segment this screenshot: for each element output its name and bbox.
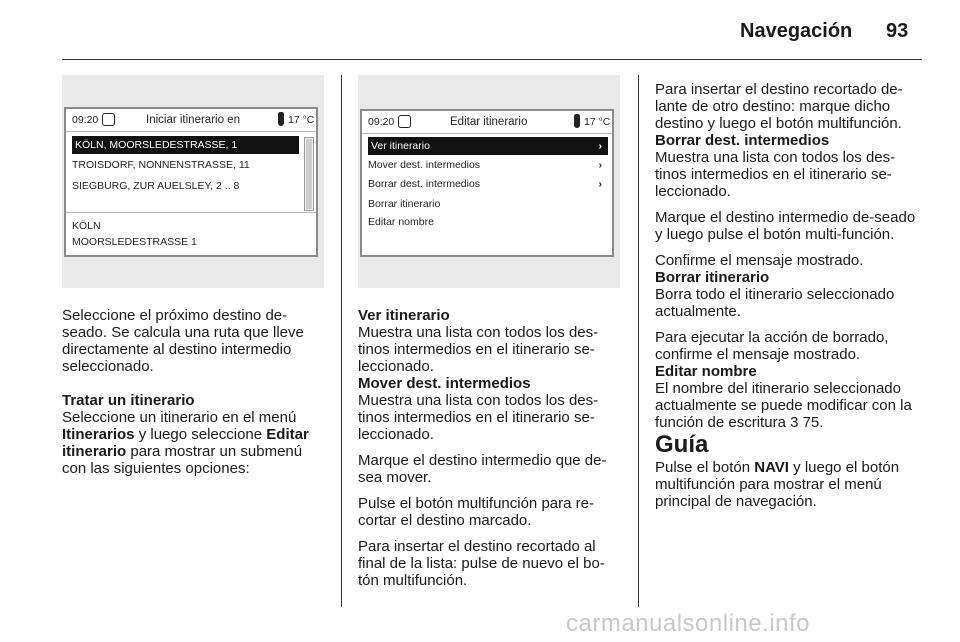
detail-street: MOORSLEDESTRASSE 1	[72, 236, 197, 248]
column-3	[655, 81, 923, 510]
menu-item-label: Borrar dest. intermedios	[368, 178, 481, 190]
paragraph: Pulse el botón multifunción para re-cortar el destino marcado.	[358, 495, 594, 529]
list-item[interactable]: SIEGBURG, ZUR AUELSLEY, 2 .. 8	[72, 180, 240, 192]
paragraph: Borra todo el itinerario seleccionado actualmente.	[655, 286, 895, 320]
page-reference-icon: 3	[790, 414, 799, 431]
option-heading: Borrar itinerario	[655, 269, 770, 286]
screen-title: Editar itinerario	[450, 116, 528, 128]
paragraph: Seleccione un itinerario en el menú Itinerarios y luego seleccione Editar itinerario para mostrar un submenú con las siguientes opciones:	[62, 409, 309, 477]
page-title: Navegación	[740, 20, 853, 42]
paragraph: Muestra una lista con todos los des-tinos intermedios en el itinerario se-leccionado.	[358, 392, 599, 443]
menu-item-label: Ver itinerario	[371, 140, 430, 152]
menu-item-ver-itinerario[interactable]	[368, 137, 608, 155]
paragraph: El nombre del itinerario seleccionado actualmente se puede modificar con la función de escritura 3 75.	[655, 380, 912, 431]
screenshot-2-frame	[358, 75, 620, 288]
paragraph: Marque el destino intermedio que de-sea mover.	[358, 452, 607, 486]
page-number: 93	[886, 20, 909, 42]
divider	[66, 212, 316, 213]
menu-item-editar-nombre[interactable]: Editar nombre	[368, 216, 434, 228]
clock-icon	[398, 115, 411, 128]
page-link[interactable]: 75.	[798, 414, 824, 431]
paragraph: Muestra una lista con todos los des-tinos intermedios en el itinerario se-leccionado.	[655, 149, 896, 200]
paragraph: Seleccione el próximo destino de-seado. Se calcula una ruta que lleve directamente al destino intermedio seleccionado.	[62, 307, 304, 375]
temperature: 17 °C	[288, 114, 315, 126]
section-heading: Tratar un itinerario	[62, 392, 195, 409]
clock-time: 09:20	[72, 114, 99, 126]
paragraph: Muestra una lista con todos los des-tinos intermedios en el itinerario se-leccionado.	[358, 324, 599, 375]
column-2	[358, 307, 624, 589]
list-item[interactable]: KÖLN, MOORSLEDESTRASSE, 1	[72, 136, 299, 154]
column-divider-2	[638, 75, 639, 607]
paragraph: Para insertar el destino recortado al final de la lista: pulse de nuevo el bo-tón multifunción.	[358, 538, 605, 589]
status-bar	[66, 109, 316, 132]
status-bar	[362, 111, 612, 134]
menu-item-borrar-dest[interactable]	[368, 175, 608, 193]
screenshot-1-frame	[62, 75, 324, 288]
column-divider-1	[341, 75, 342, 607]
menu-item-label: Mover dest. intermedios	[368, 159, 481, 171]
option-heading: Mover dest. intermedios	[358, 375, 531, 392]
chevron-right-icon: ›	[598, 140, 602, 152]
clock-time: 09:20	[368, 116, 395, 128]
paragraph: Para ejecutar la acción de borrado, confirme el mensaje mostrado.	[655, 329, 889, 363]
clock-icon	[102, 113, 115, 126]
chevron-right-icon: ›	[598, 178, 602, 190]
screen-iniciar-itinerario	[64, 107, 318, 257]
paragraph: Confirme el mensaje mostrado.	[655, 252, 864, 269]
screen-title: Iniciar itinerario en	[146, 114, 240, 126]
chevron-right-icon: ›	[598, 159, 602, 171]
option-heading: Editar nombre	[655, 363, 757, 380]
list-item[interactable]: TROISDORF, NONNENSTRASSE, 11	[72, 159, 250, 171]
thermometer-icon	[278, 112, 284, 126]
paragraph: Pulse el botón NAVI y luego el botón multifunción para mostrar el menú principal de navegación.	[655, 459, 900, 510]
temperature: 17 °C	[584, 116, 611, 128]
menu-item-borrar-itinerario[interactable]: Borrar itinerario	[368, 198, 441, 210]
screen-editar-itinerario	[360, 109, 614, 257]
detail-city: KÖLN	[72, 220, 101, 232]
scrollbar[interactable]	[304, 137, 314, 211]
paragraph: Marque el destino intermedio de-seado y luego pulse el botón multi-función.	[655, 209, 916, 243]
watermark: carmanualsonline.info	[566, 610, 810, 637]
paragraph: Para insertar el destino recortado de-lante de otro destino: marque dicho destino y luego el botón multifunción.	[655, 81, 903, 132]
thermometer-icon	[574, 114, 580, 128]
option-heading: Borrar dest. intermedios	[655, 132, 830, 149]
section-heading-guia: Guía	[655, 431, 709, 458]
option-heading: Ver itinerario	[358, 307, 450, 324]
column-1	[62, 307, 326, 477]
header-rule	[62, 59, 922, 60]
menu-item-mover-dest[interactable]	[368, 156, 608, 174]
